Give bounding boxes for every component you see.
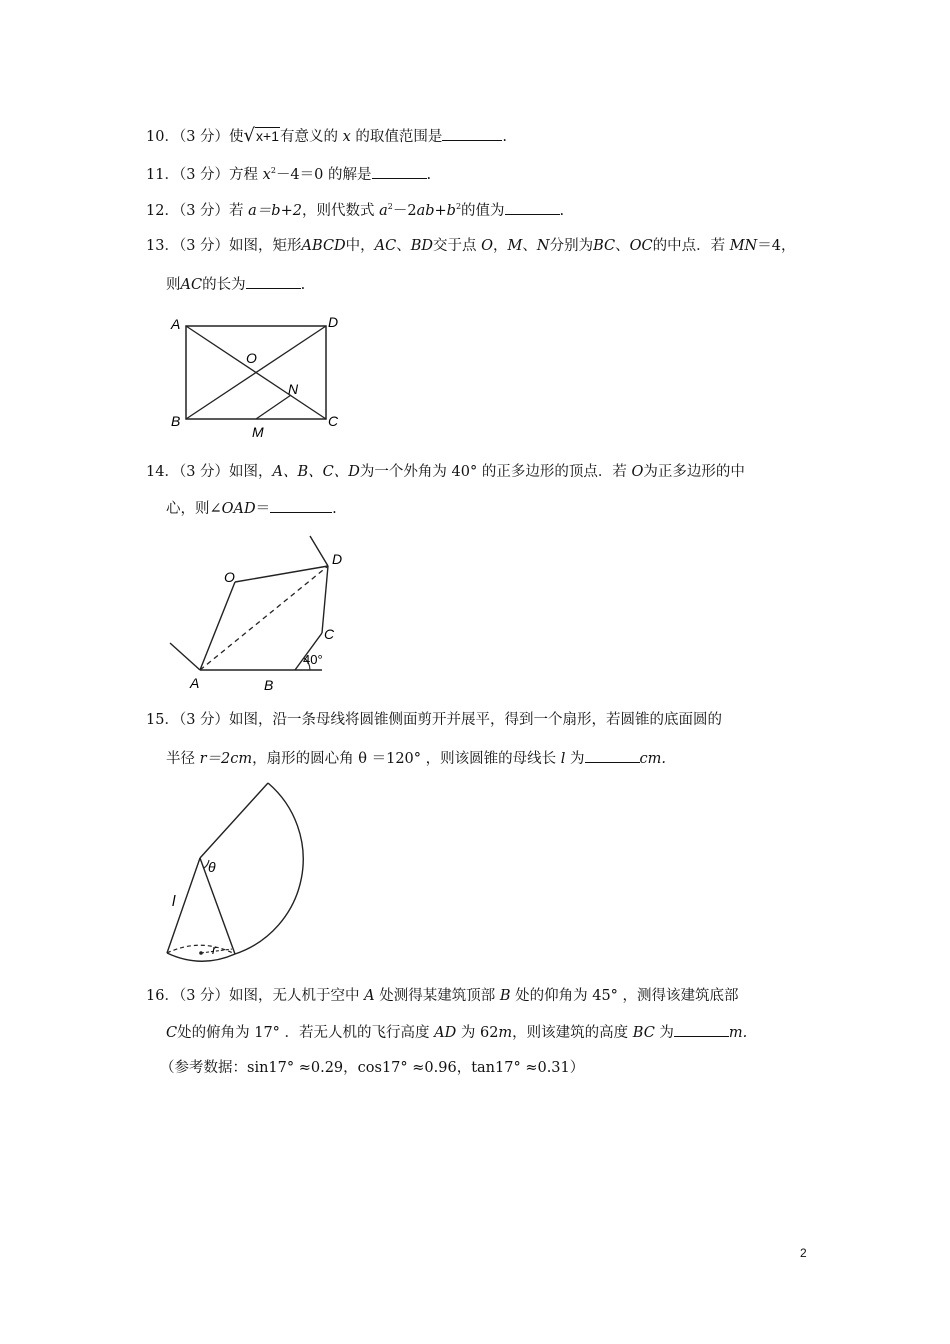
question-14-line2: 心，则∠OAD＝ .: [166, 498, 337, 519]
question-13-line1: 13．（3 分）如图，矩形ABCD中，AC、BD交于点 O，M、N分别为BC、OC的中点．若 MN＝4，: [146, 238, 796, 254]
question-14-line1: 14．（3 分）如图，A、B、C、D为一个外角为 40° 的正多边形的顶点．若 O为正多边形的中: [146, 464, 745, 480]
label-r: r: [212, 942, 217, 957]
q10-sqrt: √x+1: [243, 125, 279, 146]
answer-blank-14[interactable]: [270, 498, 332, 513]
segment-mn: [256, 395, 291, 419]
answer-blank-11[interactable]: [372, 164, 427, 179]
ext-line-d: [310, 536, 328, 566]
segment-cd: [322, 566, 328, 633]
cone-slant-right: [200, 858, 235, 954]
question-15-line2: 半径 r＝2cm，扇形的圆心角 θ ＝120° ，则该圆锥的母线长 l 为 cm.: [166, 748, 666, 769]
rectangle-figure: [160, 310, 350, 440]
segment-od: [235, 566, 328, 582]
label-c: C: [328, 413, 339, 429]
base-radius: [201, 949, 232, 953]
answer-blank-13[interactable]: [246, 274, 301, 289]
label-d: D: [328, 314, 339, 330]
label-a: A: [190, 675, 200, 691]
question-15-line1: 15．（3 分）如图，沿一条母线将圆锥侧面剪开并展平，得到一个扇形，若圆锥的底面圆的: [146, 712, 723, 728]
label-b: B: [171, 413, 181, 429]
label-theta: θ: [208, 859, 216, 875]
polygon-figure: [160, 530, 360, 695]
angle-label-40: 40°: [303, 652, 323, 667]
q10-radicand: x+1: [256, 128, 279, 144]
question-11: 11．（3 分）方程 $x^2-4=0$ 的解是 .: [146, 166, 432, 183]
answer-blank-12[interactable]: [505, 200, 560, 215]
ext-line-a: [170, 643, 200, 670]
answer-blank-16[interactable]: [674, 1022, 729, 1037]
label-a: A: [171, 316, 181, 332]
label-d: D: [332, 551, 343, 567]
label-c: C: [324, 626, 335, 642]
question-13-line2: 则AC的长为 .: [166, 274, 305, 295]
label-o: O: [246, 350, 257, 366]
cone-sector-figure: [160, 775, 320, 975]
question-16-line1: 16．（3 分）如图，无人机于空中 A 处测得某建筑顶部 B 处的仰角为 45° ，测得该建筑底部: [146, 988, 739, 1004]
answer-blank-10[interactable]: [442, 126, 502, 141]
label-o: O: [224, 569, 235, 585]
label-m: M: [252, 424, 264, 440]
label-b: B: [264, 677, 274, 693]
label-l: l: [172, 893, 176, 910]
segment-ao: [200, 582, 235, 670]
base-center: [199, 951, 203, 955]
q10-prefix: 10．（3 分）使: [146, 129, 244, 145]
answer-blank-15[interactable]: [585, 748, 640, 763]
page-number: 2: [800, 1246, 807, 1260]
question-16-reference: （参考数据：sin17° ≈0.29，cos17° ≈0.96，tan17° ≈0.31）: [160, 1060, 585, 1076]
question-10: 10．（3 分）使√x+1有意义的 x 的取值范围是 .: [146, 125, 508, 146]
question-12: 12．（3 分）若 a＝b+2，则代数式 $a^2-2ab+b^2$的值为 .: [146, 202, 565, 219]
sector-radius: [200, 783, 268, 858]
label-n: N: [288, 381, 299, 397]
question-16-line2: C处的俯角为 17° ．若无人机的飞行高度 AD 为 62m，则该建筑的高度 BC 为 m.: [166, 1022, 747, 1043]
